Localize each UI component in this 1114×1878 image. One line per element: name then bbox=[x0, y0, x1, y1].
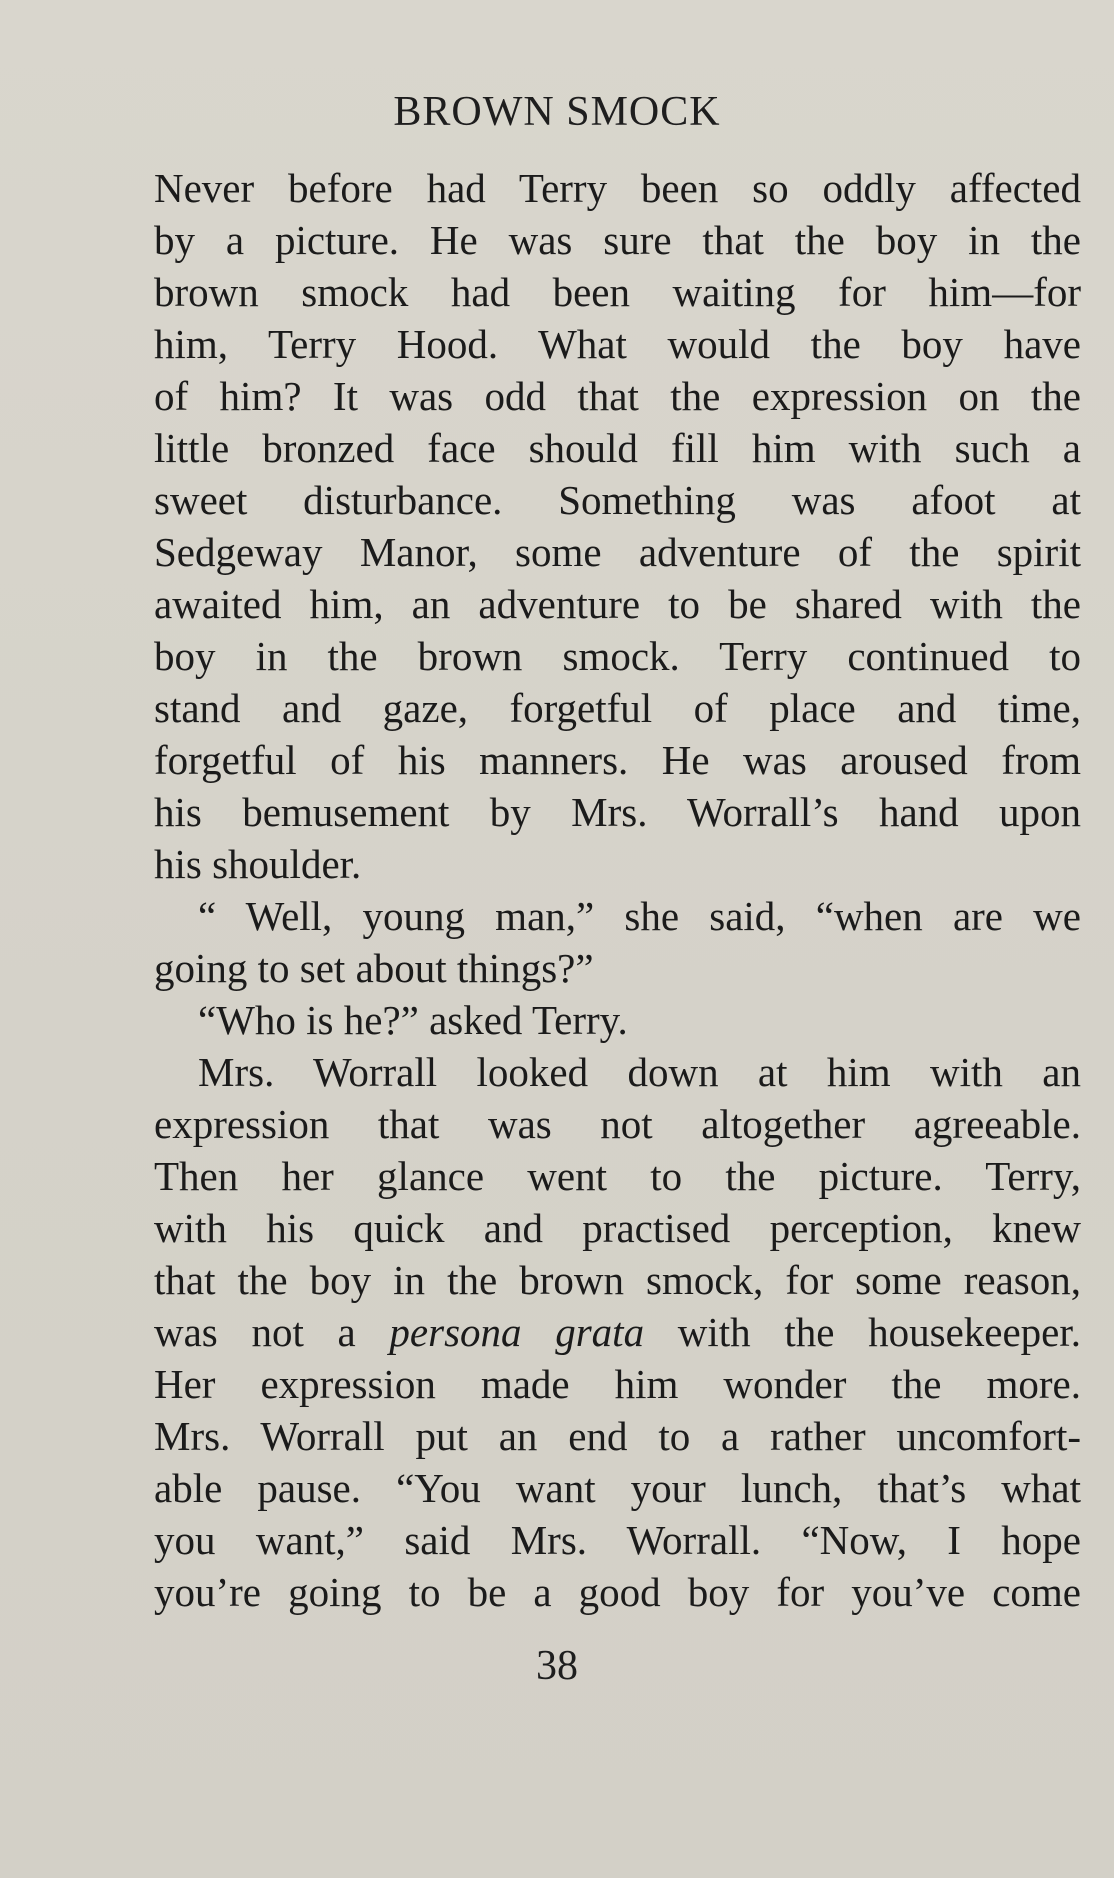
text-line: forgetful of his manners. He was aroused from bbox=[154, 737, 1081, 783]
italic-phrase: persona grata bbox=[389, 1309, 645, 1355]
text-line: boy in the brown smock. Terry continued to bbox=[154, 633, 1081, 679]
text-line: him, Terry Hood. What would the boy have bbox=[154, 321, 1081, 367]
text-line: brown smock had been waiting for him—for bbox=[154, 269, 1081, 315]
text-line: “Who is he?” asked Terry. bbox=[198, 997, 628, 1043]
text-line: stand and gaze, forgetful of place and time, bbox=[154, 685, 1081, 731]
running-head: BROWN SMOCK bbox=[393, 89, 721, 135]
text-line: Sedgeway Manor, some adventure of the spirit bbox=[154, 529, 1081, 575]
text-line: you’re going to be a good boy for you’ve come bbox=[154, 1569, 1081, 1615]
text-line: able pause. “You want your lunch, that’s what bbox=[154, 1465, 1081, 1511]
text-line: that the boy in the brown smock, for some reason, bbox=[154, 1257, 1081, 1303]
text-line: expression that was not altogether agreeable. bbox=[154, 1101, 1081, 1147]
text-line: you want,” said Mrs. Worrall. “Now, I hope bbox=[154, 1517, 1081, 1563]
page-number: 38 bbox=[536, 1643, 578, 1689]
text-line-with-italic bbox=[154, 1306, 1081, 1358]
text-line: Her expression made him wonder the more. bbox=[154, 1361, 1081, 1407]
text-segment: was not a bbox=[154, 1309, 390, 1355]
text-line: going to set about things?” bbox=[154, 945, 594, 991]
text-line: by a picture. He was sure that the boy in the bbox=[154, 217, 1081, 263]
text-line: Then her glance went to the picture. Terry, bbox=[154, 1153, 1081, 1199]
body-text bbox=[154, 162, 1081, 1618]
text-line: his bemusement by Mrs. Worrall’s hand upon bbox=[154, 789, 1081, 835]
text-line: Mrs. Worrall looked down at him with an bbox=[198, 1049, 1081, 1095]
text-line: “ Well, young man,” she said, “when are we bbox=[198, 893, 1081, 939]
text-line: with his quick and practised perception, knew bbox=[154, 1205, 1081, 1251]
text-line: sweet disturbance. Something was afoot at bbox=[154, 477, 1081, 523]
text-line: Mrs. Worrall put an end to a rather uncomfort- bbox=[154, 1413, 1081, 1459]
text-line: little bronzed face should fill him with such a bbox=[154, 425, 1081, 471]
text-line: Never before had Terry been so oddly affected bbox=[154, 165, 1081, 211]
text-line: his shoulder. bbox=[154, 841, 362, 887]
text-segment: with the housekeeper. bbox=[644, 1309, 1082, 1355]
text-line: of him? It was odd that the expression on the bbox=[154, 373, 1081, 419]
text-line: awaited him, an adventure to be shared with the bbox=[154, 581, 1081, 627]
